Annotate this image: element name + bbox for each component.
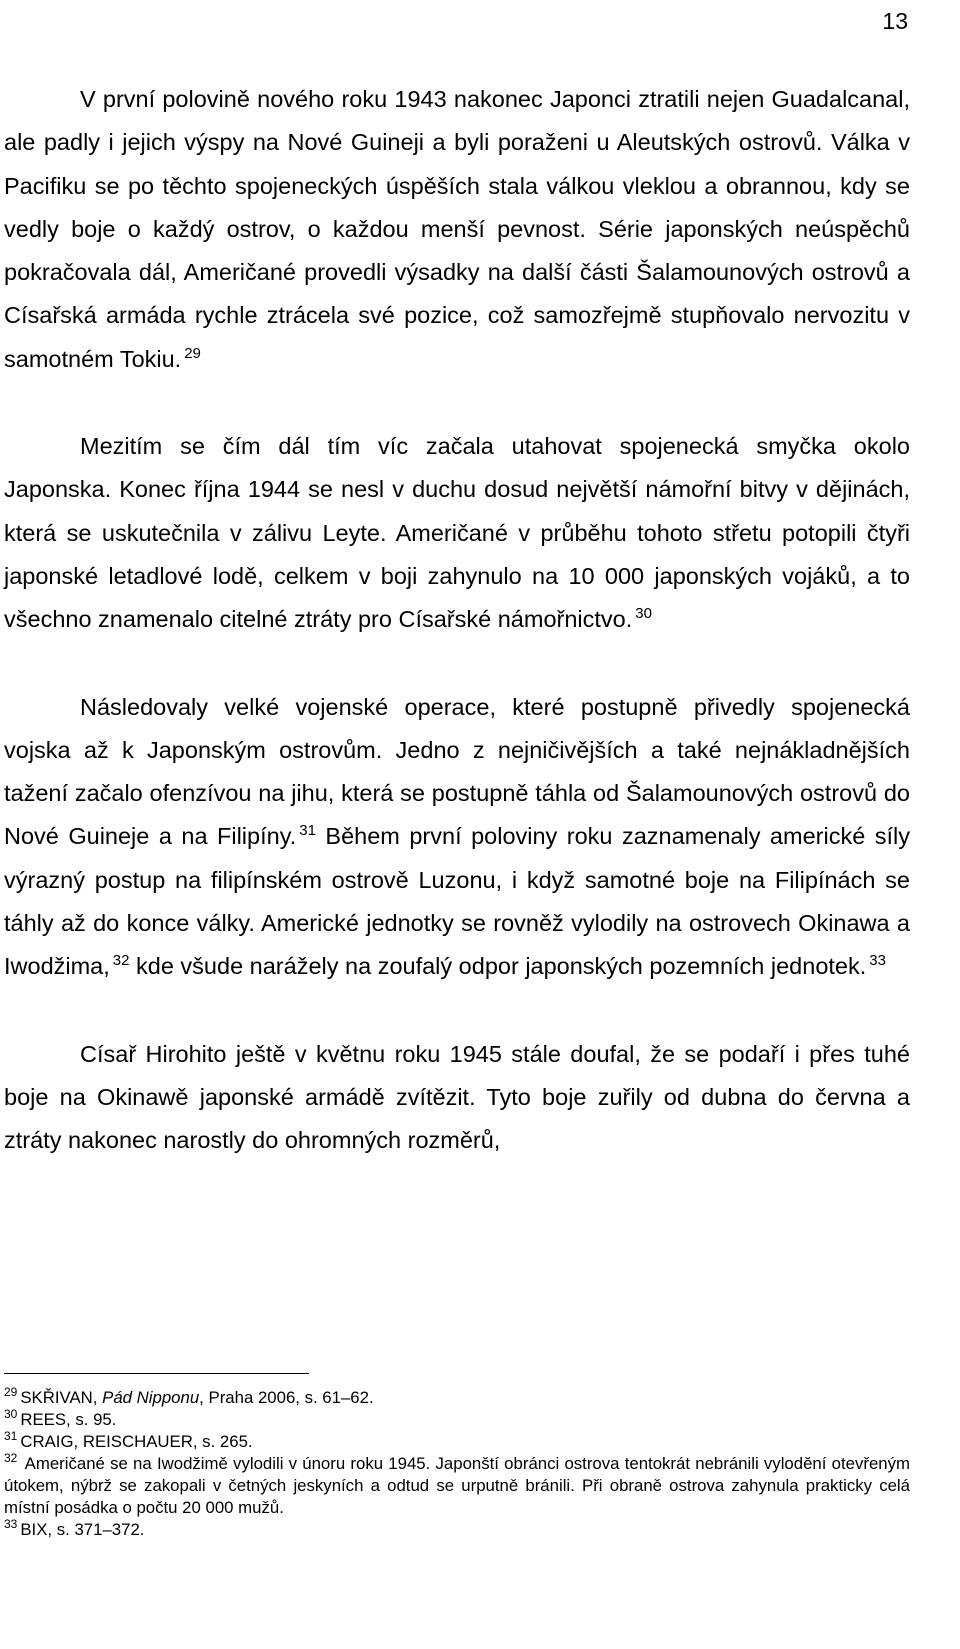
body-text [4,78,910,1163]
footnote [4,1519,910,1541]
paragraph-text: Během první poloviny roku zaznamenaly americké síly výrazný postup na filipínském ostrově Luzonu, i když samotné boje na Filipínách se táhly až do konce války. Americké jednotky se rovněž vylodily na ostrovech Okinawa a Iwodžima, [4,823,910,980]
footnote-text: , Praha 2006, s. 61–62. [199,1388,374,1407]
paragraph-text: kde všude narážely na zoufalý odpor japonských pozemních jednotek. [129,953,867,980]
footnote-reference: 31 [299,822,316,840]
paragraph-text: V první polovině nového roku 1943 nakonec Japonci ztratili nejen Guadalcanal, ale padly i jejich výspy na Nové Guineji a byli poraženi u Aleutských ostrovů. Válka v Pacifiku se po těchto spojeneckých úspěších stala válkou vleklou a obrannou, kdy se vedly boje o každý ostrov, o každou menší pevnost. Série japonských neúspěchů pokračovala dál, Američané provedli výsadky na další části Šalamounových ostrovů a Císařská armáda rychle ztrácela své pozice, což samozřejmě stupňovalo nervozitu v samotném Tokiu. [4,86,910,372]
paragraph-text: Mezitím se čím dál tím víc začala utahovat spojenecká smyčka okolo Japonska. Konec října 1944 se nesl v duchu dosud největší námořní bitvy v dějinách, která se uskutečnila v zálivu Leyte. Američané v průběhu tohoto střetu potopili čtyři japonské letadlové lodě, celkem v boji zahynulo na 10 000 japonských vojáků, a to všechno znamenalo citelné ztráty pro Císařské námořnictvo. [4,433,910,633]
footnote-text: REES, s. 95. [20,1410,117,1429]
footnote [4,1431,910,1453]
paragraph-text: Následovaly velké vojenské operace, které postupně přivedly spojenecká vojska až k Japonským ostrovům. Jedno z nejničivějších a také nejnákladnějších tažení začalo ofenzívou na jihu, která se postupně táhla od Šalamounových ostrovů do Nové Guineje a na Filipíny. [4,693,910,850]
paragraph [4,78,910,381]
footnote-text: BIX, s. 371–372. [20,1520,145,1539]
footnote [4,1453,910,1519]
paragraph [4,686,910,989]
footnote-number: 30 [4,1407,18,1421]
footnote-reference: 30 [635,605,652,623]
footnote-reference: 29 [184,344,201,362]
footnote-number: 31 [4,1429,18,1443]
footnote-text: SKŘIVAN, [20,1388,103,1407]
footnote [4,1387,910,1409]
footnote-text: CRAIG, REISCHAUER, s. 265. [20,1432,253,1451]
paragraph-text: Císař Hirohito ještě v květnu roku 1945 stále doufal, že se podaří i přes tuhé boje na Okinawě japonské armádě zvítězit. Tyto boje zuřily od dubna do června a ztráty nakonec narostly do ohromných rozměrů, [4,1040,910,1154]
footnote-number: 33 [4,1517,18,1531]
page-number: 13 [882,8,908,34]
paragraph [4,425,910,641]
footnote-text: Američané se na Iwodžimě vylodili v únoru roku 1945. Japonští obránci ostrova tentokrát nebránili vylodění otevřeným útokem, nýbrž se zakopali v četných jeskyních a odtud se urputně bránili. Při obraně ostrova zahynula prakticky celá místní posádka o počtu 20 000 mužů. [4,1454,910,1517]
footnote-reference: 33 [869,952,886,970]
footnote-number: 32 [4,1451,18,1465]
footnote-number: 29 [4,1385,18,1399]
footnotes [4,1387,910,1541]
footnote [4,1409,910,1431]
paragraph [4,1033,910,1163]
footnote-reference: 32 [112,952,130,970]
footnote-book-title: Pád Nipponu [102,1388,200,1407]
footnote-separator [4,1373,309,1374]
